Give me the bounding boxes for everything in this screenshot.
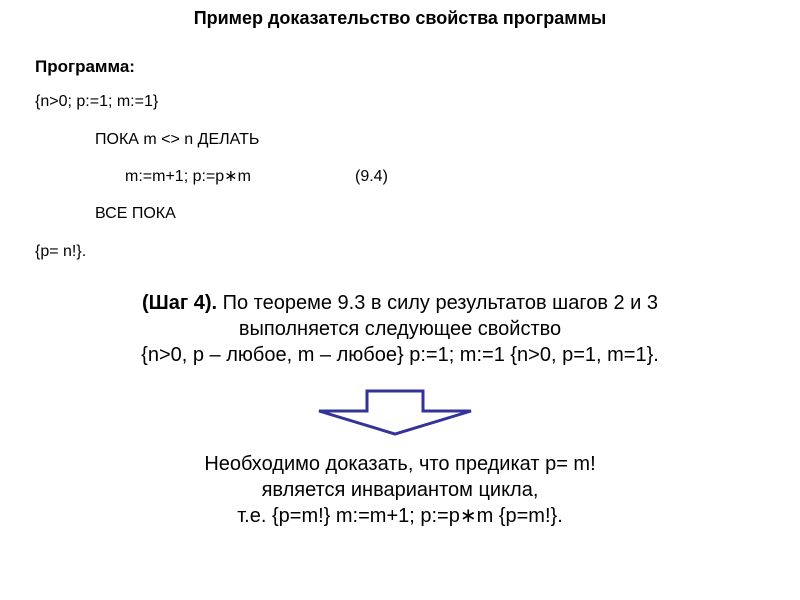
conclusion-line-2: является инвариантом цикла,	[261, 479, 539, 501]
down-arrow-shape	[319, 391, 471, 434]
step-line-1-text: По теореме 9.3 в силу результатов шагов 2 и 3	[217, 292, 659, 314]
step-4-block	[0, 290, 800, 368]
program-heading: Программа:	[35, 57, 135, 76]
conclusion-line-1: Необходимо доказать, что предикат p= m!	[204, 453, 596, 475]
step-label: (Шаг 4).	[141, 292, 218, 314]
conclusion-block	[0, 451, 800, 529]
down-arrow-icon	[315, 389, 475, 437]
step-line-3: {n>0, p – любое, m – любое} p:=1; m:=1 {n>0, p=1, m=1}.	[141, 344, 659, 366]
code-postcondition: {p= n!}.	[35, 243, 87, 260]
code-precondition: {n>0; p:=1; m:=1}	[35, 93, 159, 110]
code-loop-end: ВСЕ ПОКА	[95, 205, 176, 222]
code-loop-body: m:=m+1; p:=p∗m	[125, 168, 251, 185]
code-loop-header: ПОКА m <> n ДЕЛАТЬ	[95, 131, 260, 148]
step-line-1	[0, 290, 800, 316]
conclusion-line-3: т.е. {p=m!} m:=m+1; p:=p∗m {p=m!}.	[237, 505, 563, 527]
code-equation-number: (9.4)	[355, 168, 388, 185]
step-line-2: выполняется следующее свойство	[238, 318, 562, 340]
slide-title: Пример доказательство свойства программы	[193, 8, 607, 28]
